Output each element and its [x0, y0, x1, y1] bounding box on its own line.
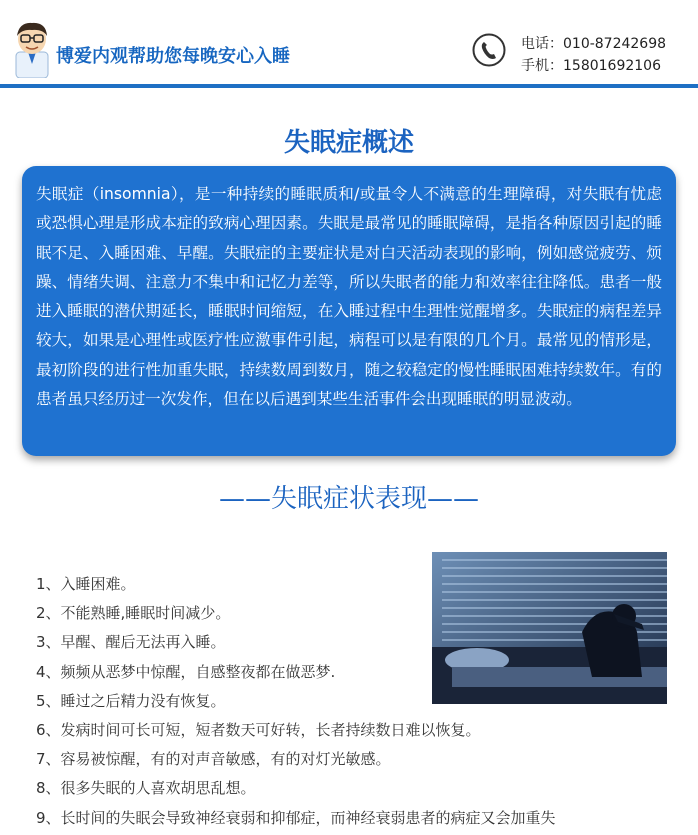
list-item: 2、不能熟睡,睡眠时间减少。: [36, 604, 231, 623]
symptoms-title: ——失眠症状表现——: [218, 484, 479, 514]
list-item: 6、发病时间可长可短，短者数天可好转，长者持续数日难以恢复。: [36, 721, 481, 740]
list-item: 9、长时间的失眠会导致神经衰弱和抑郁症，而神经衰弱患者的病症又会加重失: [36, 808, 556, 827]
mobile-number: 手机：15801692106: [521, 58, 661, 74]
overview-box: [22, 166, 676, 456]
header-slogan: 博爱内观帮助您每晚安心入睡: [56, 46, 290, 67]
list-item: 7、容易被惊醒，有的对声音敏感，有的对灯光敏感。: [36, 750, 391, 769]
contact-info: [521, 33, 666, 77]
list-item: 8、很多失眠的人喜欢胡思乱想。: [36, 779, 256, 798]
doctor-avatar-icon: [10, 20, 54, 78]
overview-title: 失眠症概述: [283, 128, 414, 158]
overview-text: 失眠症（insomnia），是一种持续的睡眠质和/或量令人不满意的生理障碍，对失眠有忧虑或恐惧心理是形成本症的致病心理因素。失眠是最常见的睡眠障碍，是指各种原因引起的睡眠不足、入睡困难、早醒。失眠症的主要症状是对白天活动表现的影响，例如感觉疲劳、烦躁、情绪失调、注意力不集中和记忆力差等，所以失眠者的能力和效率往往降低。患者一般进入睡眠的潜伏期延长，睡眠时间缩短，在入睡过程中生理性觉醒增多。失眠症的病程差异较大，如果是心理性或医疗性应激事件引起，病程可以是有限的几个月。最常见的情形是，最初阶段的进行性加重失眠，持续数周到数月，随之较稳定的慢性睡眠困难持续数年。有的患者虽只经历过一次发作，但在以后遇到某些生活事件会出现睡眠的明显波动。: [36, 185, 662, 409]
header-divider: [0, 84, 698, 88]
phone-icon: [472, 33, 506, 67]
list-item: 5、睡过之后精力没有恢复。: [36, 691, 226, 710]
page-header: [0, 0, 698, 88]
phone-number: 电话：010-87242698: [521, 36, 667, 52]
list-item: 4、频频从恶梦中惊醒，自感整夜都在做恶梦.: [36, 662, 336, 681]
symptom-list: [36, 570, 556, 833]
list-item: 3、早醒、醒后无法再入睡。: [36, 633, 226, 652]
list-item: 1、入睡困难。: [36, 575, 136, 593]
